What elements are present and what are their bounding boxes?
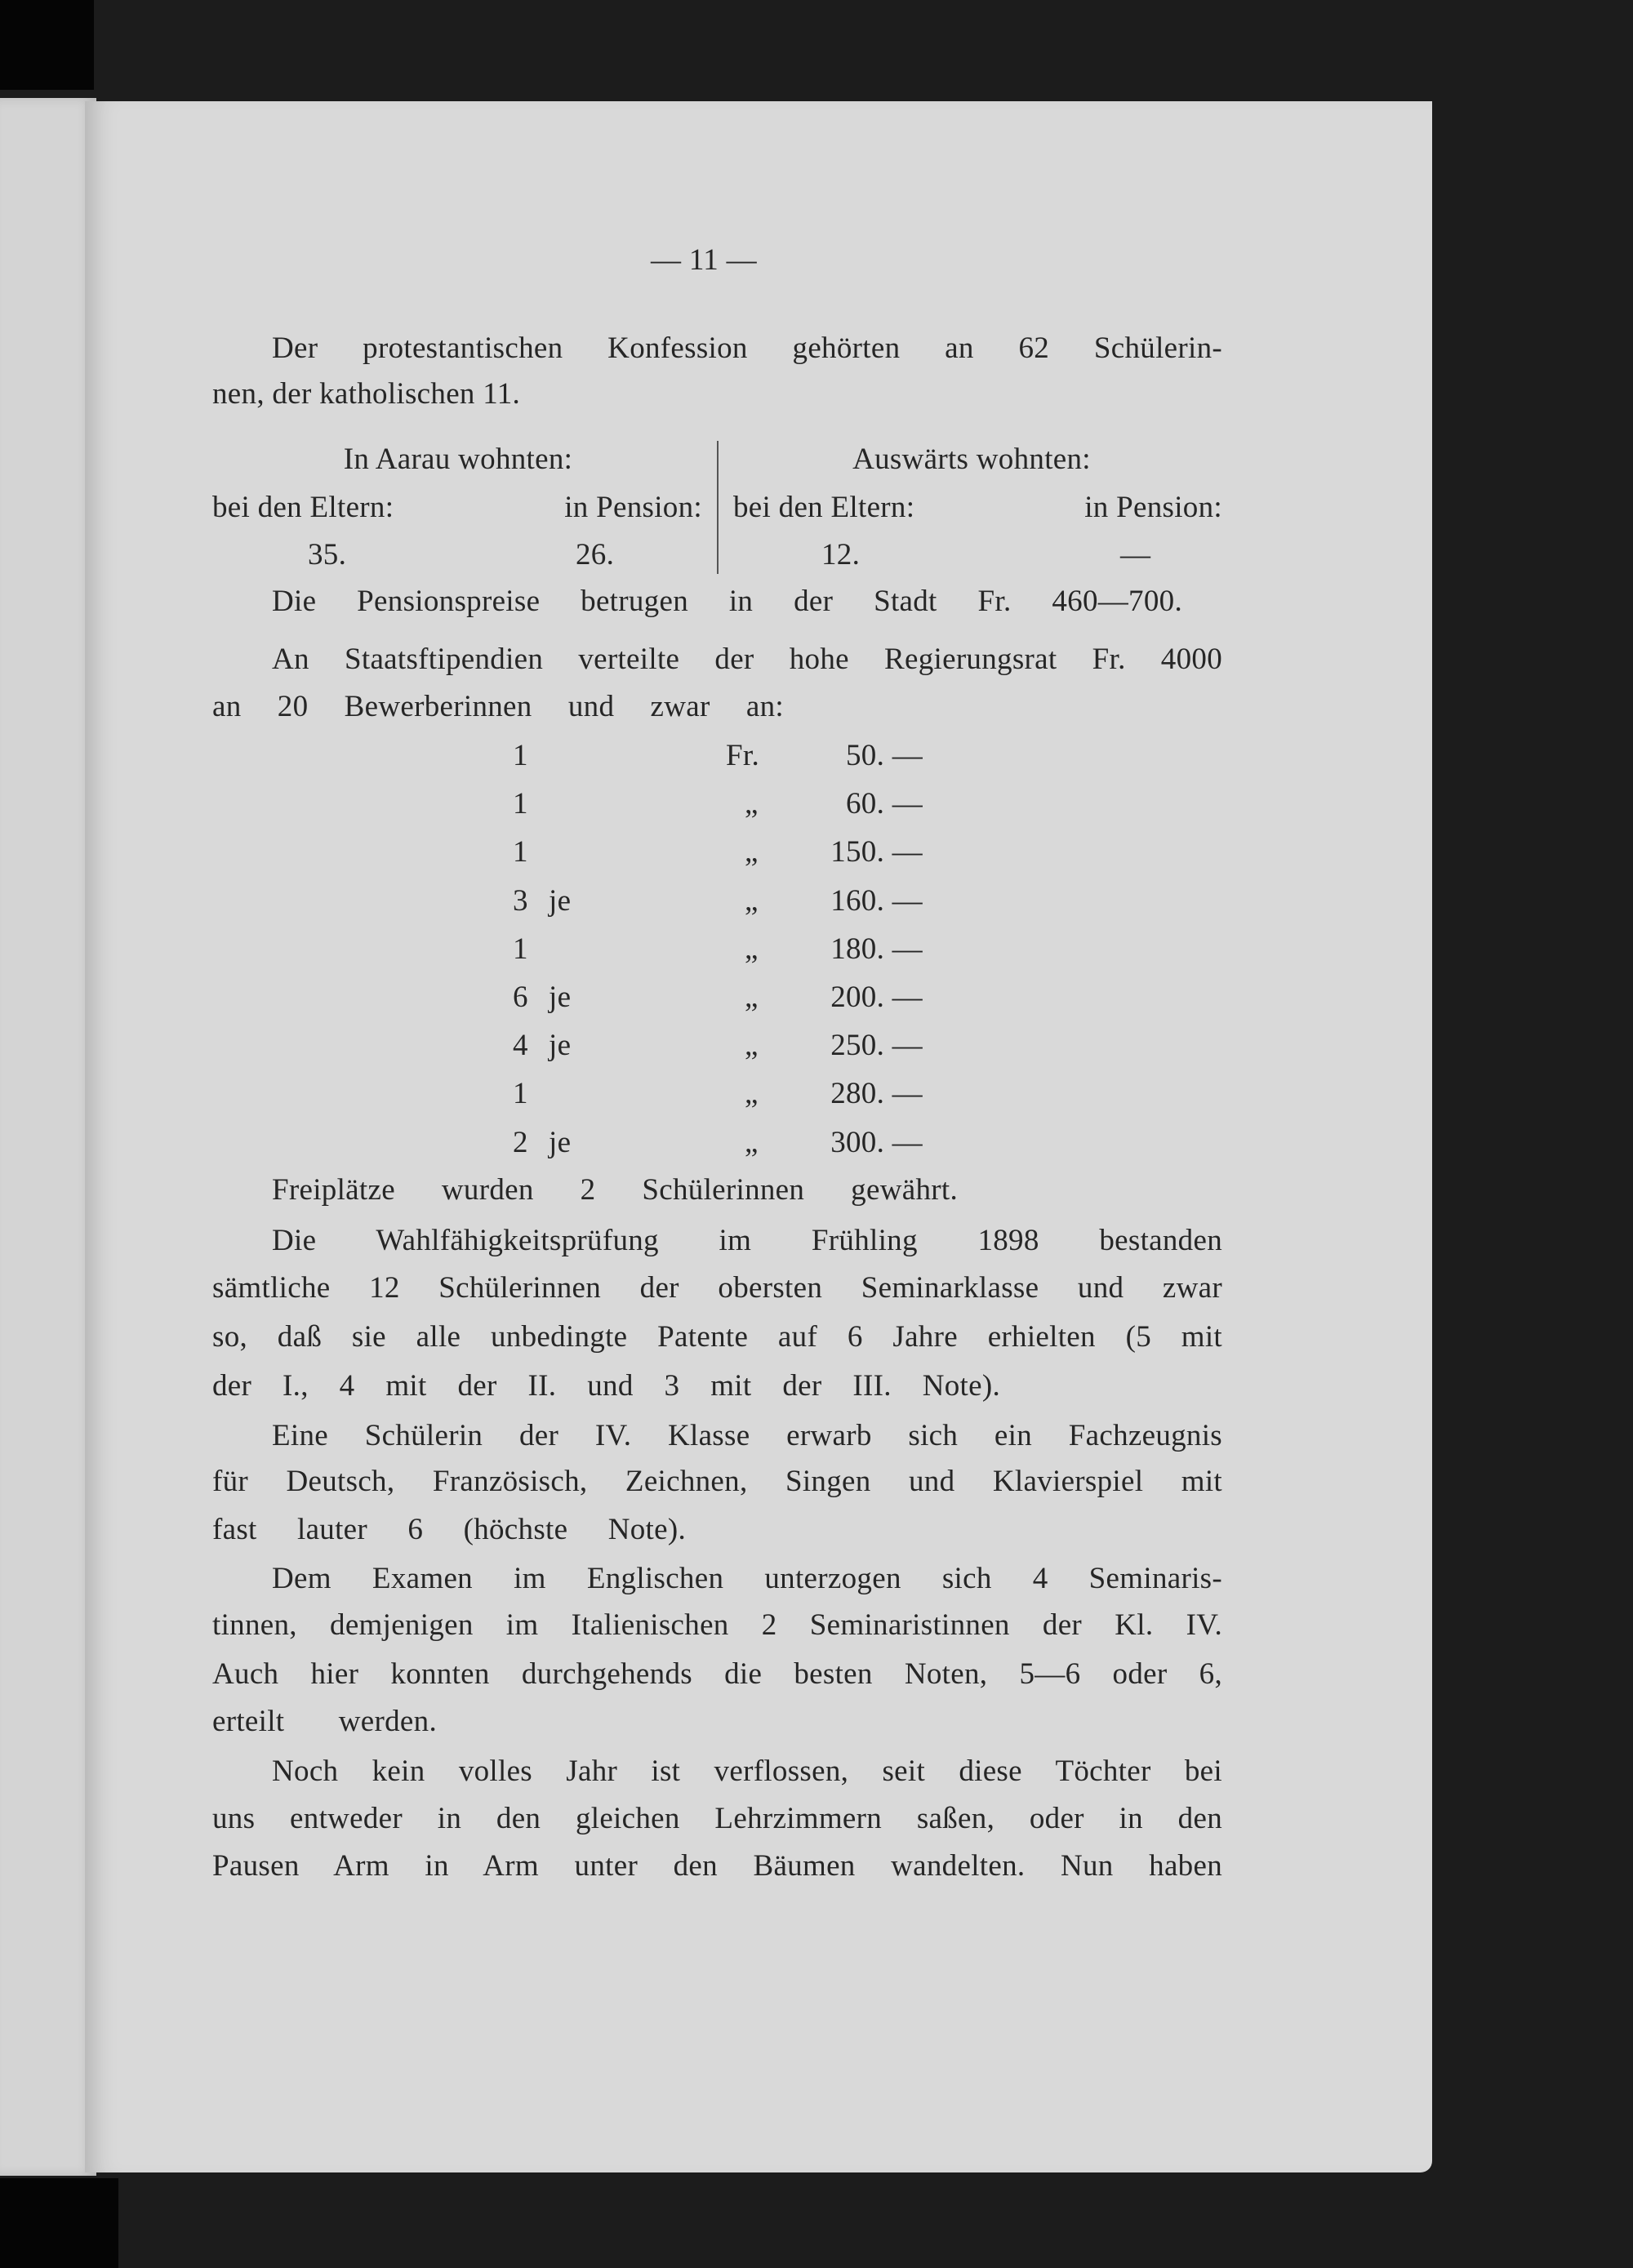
text-line: Auch hier konnten durchgehends die besten Noten, 5—6 oder 6, [212,1657,1222,1691]
table-value: — [1120,538,1151,571]
stipend-currency: „ [745,787,759,821]
stipend-amount: 160. — [830,883,923,918]
stipend-count: 3 [513,883,528,918]
stipend-amount: 280. — [830,1077,923,1111]
text-line: Dem Examen im Englischen unterzogen sich 4 Seminaris- [272,1562,1222,1595]
stipend-count: 1 [513,787,528,821]
stipend-currency: „ [745,1077,759,1111]
stipend-count: 2 [513,1125,528,1159]
text-line: an 20 Bewerberinnen und zwar an: [212,690,784,723]
stipend-je: je [549,1125,572,1159]
stipend-count: 1 [513,932,528,966]
text-line: Pausen Arm in Arm unter den Bäumen wandelten. Nun haben [212,1849,1222,1883]
stipend-je: je [549,1029,572,1063]
text-line: der I., 4 mit der II. und 3 mit der III. Note). [212,1369,1000,1403]
text-line: nen, der katholischen 11. [212,377,521,411]
text-line: tinnen, demjenigen im Italienischen 2 Seminaristinnen der Kl. IV. [212,1608,1222,1642]
stipend-amount: 150. — [830,835,923,869]
table-value: 12. [821,538,861,571]
stipend-amount: 200. — [830,981,923,1014]
text-line: Eine Schülerin der IV. Klasse erwarb sich ein Fachzeugnis [272,1419,1222,1452]
stipend-amount: 300. — [830,1125,923,1159]
stipend-amount: 180. — [830,932,923,966]
text-line: Freiplätze wurden 2 Schülerinnen gewährt. [272,1173,958,1207]
table-value: 35. [308,538,347,571]
subheader-pension: in Pension: [564,491,702,524]
page-number: — 11 — [651,243,757,277]
subheader-eltern: bei den Eltern: [733,491,915,524]
stipend-count: 6 [513,981,528,1014]
stipend-je: je [549,981,572,1014]
stipend-currency: „ [745,981,759,1014]
stipend-count: 1 [513,835,528,869]
previous-page-edge [0,98,96,2176]
stipend-currency: „ [745,835,759,869]
text-line: Die Pensionspreise betrugen in der Stadt Fr. 460—700. [272,585,1182,618]
scan-background-dark [0,0,94,90]
stipend-amount: 60. — [846,787,923,821]
text-line: erteilt werden. [212,1705,437,1738]
text-line: Noch kein volles Jahr ist verflossen, seit diese Töchter bei [272,1754,1222,1788]
text-line: sämtliche 12 Schülerinnen der obersten Seminarklasse und zwar [212,1271,1222,1305]
text-line: so, daß sie alle unbedingte Patente auf 6 Jahre erhielten (5 mit [212,1320,1222,1354]
stipend-je: je [549,883,572,918]
stipend-amount: 50. — [846,739,923,772]
stipend-count: 4 [513,1029,528,1063]
text-line: Die Wahlfähigkeitsprüfung im Frühling 1898 bestanden [272,1224,1222,1257]
text-line: fast lauter 6 (höchste Note). [212,1513,686,1546]
scan-background-dark [0,2178,118,2268]
stipend-currency: „ [745,883,759,918]
table-header-aarau: In Aarau wohnten: [343,442,573,476]
stipend-count: 1 [513,739,528,772]
table-divider [717,441,719,574]
text-line: für Deutsch, Französisch, Zeichnen, Singen und Klavierspiel mit [212,1465,1222,1498]
stipend-count: 1 [513,1077,528,1111]
stipend-currency: „ [745,932,759,966]
text-line: uns entweder in den gleichen Lehrzimmern saßen, oder in den [212,1802,1222,1835]
stipend-currency: „ [745,1029,759,1063]
stipend-currency: „ [745,1125,759,1159]
text-line: Der protestantischen Konfession gehörten an 62 Schülerin- [272,331,1222,365]
stipend-currency: Fr. [726,739,760,772]
subheader-eltern: bei den Eltern: [212,491,394,524]
stipend-amount: 250. — [830,1029,923,1063]
table-value: 26. [576,538,615,571]
text-line: An Staatsftipendien verteilte der hohe Regierungsrat Fr. 4000 [272,643,1222,676]
table-header-auswaerts: Auswärts wohnten: [852,442,1091,476]
subheader-pension: in Pension: [1084,491,1222,524]
